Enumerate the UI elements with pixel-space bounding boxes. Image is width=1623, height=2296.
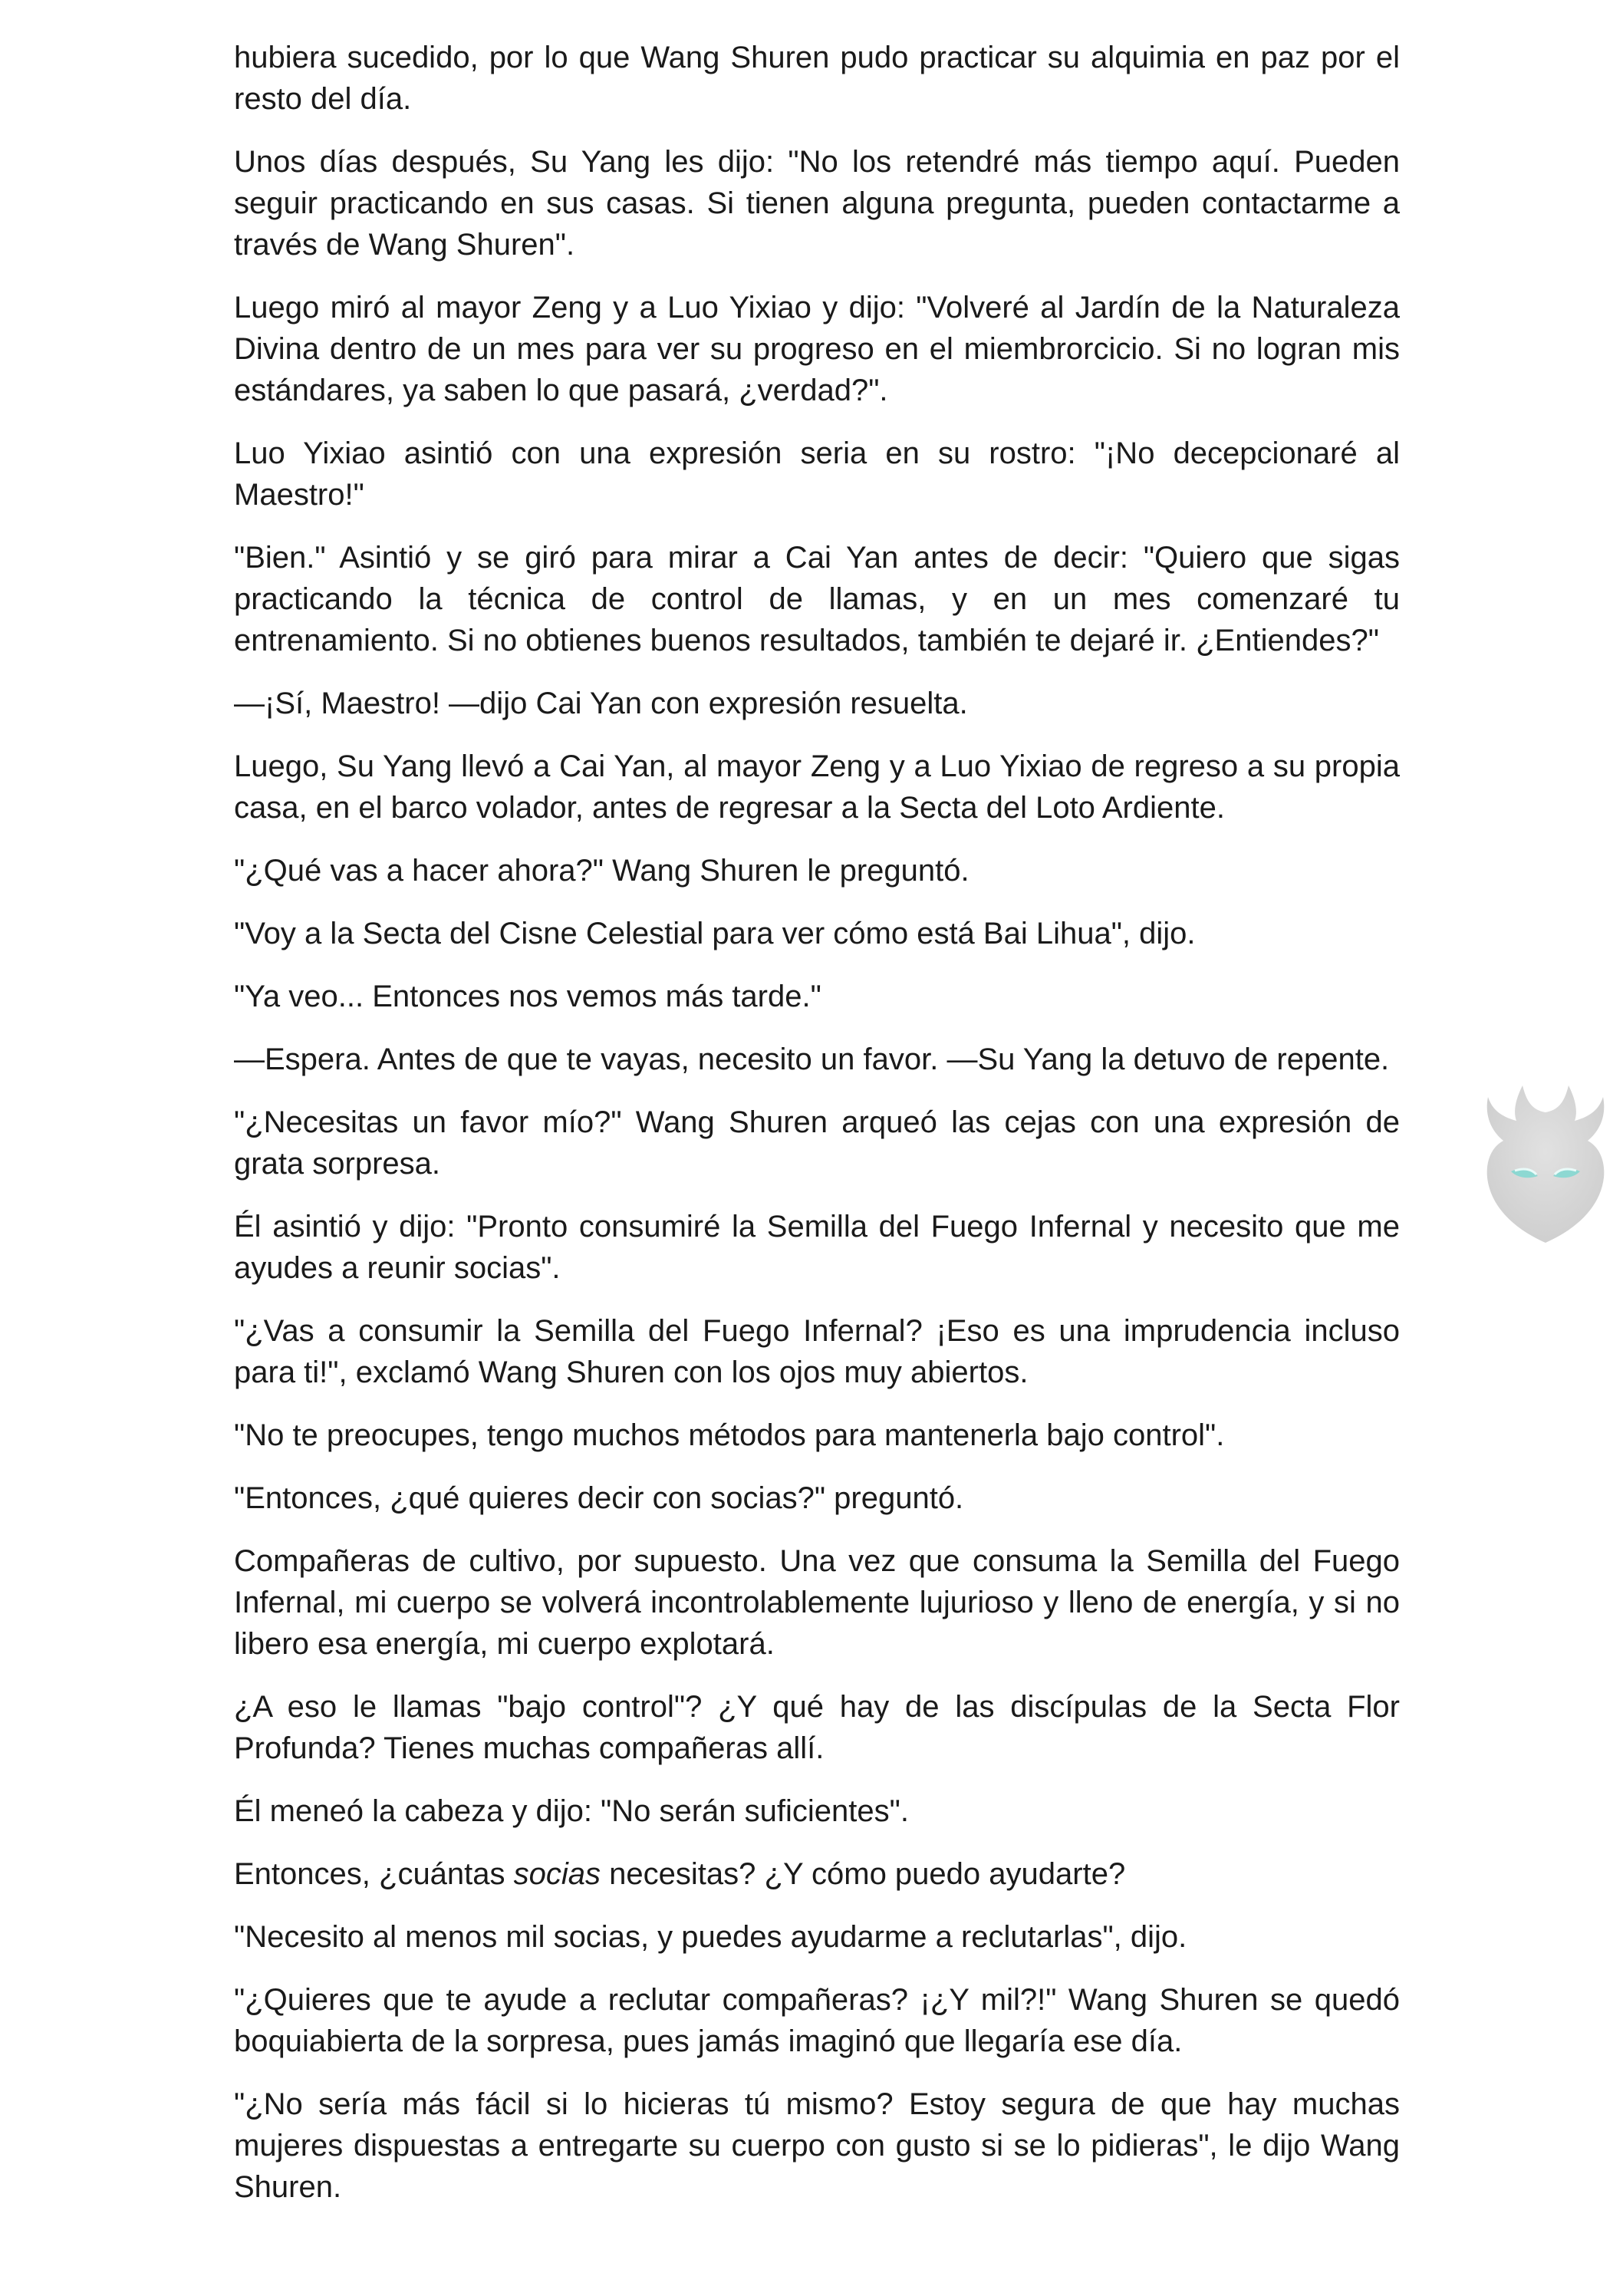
- paragraph-14: "¿Vas a consumir la Semilla del Fuego Infernal? ¡Eso es una imprudencia incluso para ti!", exclamó Wang Shuren con los ojos muy abiertos.: [234, 1314, 1400, 1389]
- paragraph-3: Luego miró al mayor Zeng y a Luo Yixiao y dijo: "Volveré al Jardín de la Naturaleza Divina dentro de un mes para ver su progreso en el miembrorcicio. Si no logran mis estándares, ya saben lo que pasará, ¿verdad?".: [234, 291, 1400, 407]
- paragraph-20-before: Entonces, ¿cuántas: [234, 1857, 514, 1891]
- paragraph-6: —¡Sí, Maestro! —dijo Cai Yan con expresión resuelta.: [234, 687, 968, 720]
- paragraph-1: hubiera sucedido, por lo que Wang Shuren pudo practicar su alquimia en paz por el resto del día.: [234, 41, 1400, 116]
- paragraph-19: Él meneó la cabeza y dijo: "No serán suficientes".: [234, 1794, 909, 1828]
- paragraph-13: Él asintió y dijo: "Pronto consumiré la Semilla del Fuego Infernal y necesito que me ayudes a reunir socias".: [234, 1210, 1400, 1285]
- demon-head-watermark-icon: [1469, 1070, 1622, 1254]
- document-page: [234, 37, 1400, 2229]
- paragraph-18: ¿A eso le llamas "bajo control"? ¿Y qué hay de las discípulas de la Secta Flor Profunda? Tienes muchas compañeras allí.: [234, 1690, 1400, 1765]
- paragraph-10: "Ya veo... Entonces nos vemos más tarde.": [234, 980, 821, 1013]
- paragraph-12: "¿Necesitas un favor mío?" Wang Shuren arqueó las cejas con una expresión de grata sorpresa.: [234, 1105, 1400, 1181]
- paragraph-9: "Voy a la Secta del Cisne Celestial para ver cómo está Bai Lihua", dijo.: [234, 917, 1196, 950]
- paragraph-8: "¿Qué vas a hacer ahora?" Wang Shuren le preguntó.: [234, 854, 970, 888]
- paragraph-15: "No te preocupes, tengo muchos métodos para mantenerla bajo control".: [234, 1418, 1225, 1452]
- paragraph-23: "¿No sería más fácil si lo hicieras tú mismo? Estoy segura de que hay muchas mujeres dispuestas a entregarte su cuerpo con gusto si se lo pidieras", le dijo Wang Shuren.: [234, 2087, 1400, 2204]
- paragraph-11: —Espera. Antes de que te vayas, necesito un favor. —Su Yang la detuvo de repente.: [234, 1043, 1390, 1076]
- paragraph-20-after: necesitas? ¿Y cómo puedo ayudarte?: [601, 1857, 1126, 1891]
- paragraph-22: "¿Quieres que te ayude a reclutar compañeras? ¡¿Y mil?!" Wang Shuren se quedó boquiabierta de la sorpresa, pues jamás imaginó que llegaría ese día.: [234, 1983, 1400, 2058]
- paragraph-16: "Entonces, ¿qué quieres decir con socias?" preguntó.: [234, 1481, 964, 1515]
- paragraph-5: "Bien." Asintió y se giró para mirar a Cai Yan antes de decir: "Quiero que sigas practicando la técnica de control de llamas, y en un mes comenzaré tu entrenamiento. Si no obtienes buenos resultados, también te dejaré ir. ¿Entiendes?": [234, 541, 1400, 657]
- paragraph-20: [234, 1853, 1400, 1895]
- paragraph-20-italic: socias: [513, 1857, 601, 1891]
- paragraph-2: Unos días después, Su Yang les dijo: "No los retendré más tiempo aquí. Pueden seguir practicando en sus casas. Si tienen alguna pregunta, pueden contactarme a través de Wang Shuren".: [234, 145, 1400, 262]
- paragraph-17: Compañeras de cultivo, por supuesto. Una vez que consuma la Semilla del Fuego Infernal, mi cuerpo se volverá incontrolablemente lujurioso y lleno de energía, y si no libero esa energía, mi cuerpo explotará.: [234, 1544, 1400, 1661]
- paragraph-4: Luo Yixiao asintió con una expresión seria en su rostro: "¡No decepcionaré al Maestro!": [234, 436, 1400, 512]
- paragraph-7: Luego, Su Yang llevó a Cai Yan, al mayor Zeng y a Luo Yixiao de regreso a su propia casa, en el barco volador, antes de regresar a la Secta del Loto Ardiente.: [234, 749, 1400, 825]
- paragraph-21: "Necesito al menos mil socias, y puedes ayudarme a reclutarlas", dijo.: [234, 1920, 1187, 1954]
